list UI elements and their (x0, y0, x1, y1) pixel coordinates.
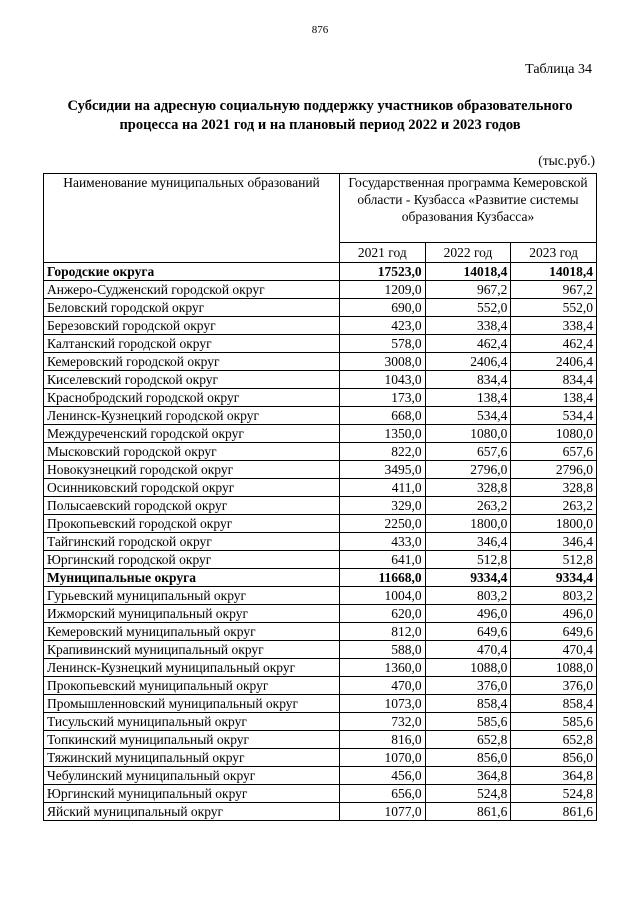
row-name: Ленинск-Кузнецкий муниципальный округ (44, 659, 340, 677)
table-row (44, 659, 597, 677)
value-2021: 329,0 (340, 497, 426, 515)
row-name: Прокопьевский городской округ (44, 515, 340, 533)
value-2022: 858,4 (425, 695, 511, 713)
table-row (44, 533, 597, 551)
value-2022: 803,2 (425, 587, 511, 605)
value-2022: 1088,0 (425, 659, 511, 677)
value-2023: 657,6 (511, 443, 597, 461)
value-2023: 1080,0 (511, 425, 597, 443)
value-2021: 3008,0 (340, 353, 426, 371)
value-2023: 496,0 (511, 605, 597, 623)
value-2021: 1209,0 (340, 281, 426, 299)
table-row (44, 407, 597, 425)
subsidy-table (43, 173, 597, 821)
row-name: Тяжинский муниципальный округ (44, 749, 340, 767)
row-name: Ижморский муниципальный округ (44, 605, 340, 623)
row-name: Прокопьевский муниципальный округ (44, 677, 340, 695)
table-row (44, 281, 597, 299)
value-2022: 496,0 (425, 605, 511, 623)
value-2022: 657,6 (425, 443, 511, 461)
table-row (44, 317, 597, 335)
header-name-column: Наименование муниципальных образований (44, 174, 340, 263)
value-2021: 588,0 (340, 641, 426, 659)
value-2021: 470,0 (340, 677, 426, 695)
row-name: Осинниковский городской округ (44, 479, 340, 497)
table-row (44, 785, 597, 803)
table-row (44, 641, 597, 659)
value-2023: 803,2 (511, 587, 597, 605)
header-year-2022: 2022 год (425, 243, 511, 263)
value-2023: 534,4 (511, 407, 597, 425)
value-2021: 1350,0 (340, 425, 426, 443)
value-2021: 816,0 (340, 731, 426, 749)
value-2022: 9334,4 (425, 569, 511, 587)
value-2021: 641,0 (340, 551, 426, 569)
header-year-2023: 2023 год (511, 243, 597, 263)
value-2022: 328,8 (425, 479, 511, 497)
table-row (44, 677, 597, 695)
value-2021: 2250,0 (340, 515, 426, 533)
table-row-total (44, 569, 597, 587)
table-row (44, 389, 597, 407)
value-2023: 856,0 (511, 749, 597, 767)
value-2022: 856,0 (425, 749, 511, 767)
value-2023: 9334,4 (511, 569, 597, 587)
value-2023: 1800,0 (511, 515, 597, 533)
value-2023: 14018,4 (511, 263, 597, 281)
table-row (44, 299, 597, 317)
title-line-1: Субсидии на адресную социальную поддержку участников образовательного (67, 98, 573, 114)
row-name: Яйский муниципальный округ (44, 803, 340, 821)
units-label: (тыс.руб.) (538, 153, 595, 168)
value-2022: 861,6 (425, 803, 511, 821)
table-row (44, 425, 597, 443)
value-2023: 834,4 (511, 371, 597, 389)
value-2022: 364,8 (425, 767, 511, 785)
value-2023: 470,4 (511, 641, 597, 659)
row-name: Тайгинский городской округ (44, 533, 340, 551)
value-2023: 263,2 (511, 497, 597, 515)
table-row (44, 605, 597, 623)
row-name: Гурьевский муниципальный округ (44, 587, 340, 605)
value-2022: 649,6 (425, 623, 511, 641)
value-2021: 1004,0 (340, 587, 426, 605)
row-name: Юргинский городской округ (44, 551, 340, 569)
header-program: Государственная программа Кемеровской области - Кузбасса «Развитие системы образования Кузбасса» (340, 174, 597, 243)
value-2023: 2796,0 (511, 461, 597, 479)
row-name: Городские округа (44, 263, 340, 281)
value-2022: 652,8 (425, 731, 511, 749)
row-name: Новокузнецкий городской округ (44, 461, 340, 479)
table-row (44, 803, 597, 821)
table-row (44, 353, 597, 371)
value-2022: 1080,0 (425, 425, 511, 443)
value-2022: 376,0 (425, 677, 511, 695)
value-2021: 690,0 (340, 299, 426, 317)
table-row-total (44, 263, 597, 281)
row-name: Кемеровский городской округ (44, 353, 340, 371)
row-name: Мысковский городской округ (44, 443, 340, 461)
table-row (44, 731, 597, 749)
value-2021: 732,0 (340, 713, 426, 731)
value-2023: 338,4 (511, 317, 597, 335)
value-2023: 138,4 (511, 389, 597, 407)
row-name: Краснобродский городской округ (44, 389, 340, 407)
value-2022: 512,8 (425, 551, 511, 569)
row-name: Топкинский муниципальный округ (44, 731, 340, 749)
table-row (44, 695, 597, 713)
value-2021: 17523,0 (340, 263, 426, 281)
value-2023: 512,8 (511, 551, 597, 569)
page-number: 876 (311, 24, 329, 36)
value-2022: 14018,4 (425, 263, 511, 281)
row-name: Промышленновский муниципальный округ (44, 695, 340, 713)
table-row (44, 371, 597, 389)
value-2023: 967,2 (511, 281, 597, 299)
table-label: Таблица 34 (525, 62, 592, 77)
value-2023: 552,0 (511, 299, 597, 317)
table-row (44, 749, 597, 767)
value-2022: 834,4 (425, 371, 511, 389)
value-2021: 173,0 (340, 389, 426, 407)
value-2022: 338,4 (425, 317, 511, 335)
row-name: Чебулинский муниципальный округ (44, 767, 340, 785)
row-name: Калтанский городской округ (44, 335, 340, 353)
value-2021: 1070,0 (340, 749, 426, 767)
row-name: Крапивинский муниципальный округ (44, 641, 340, 659)
value-2021: 620,0 (340, 605, 426, 623)
table-row (44, 335, 597, 353)
value-2022: 346,4 (425, 533, 511, 551)
document-title (40, 97, 600, 135)
value-2021: 433,0 (340, 533, 426, 551)
table-row (44, 497, 597, 515)
row-name: Междуреченский городской округ (44, 425, 340, 443)
value-2021: 668,0 (340, 407, 426, 425)
value-2022: 138,4 (425, 389, 511, 407)
value-2021: 1073,0 (340, 695, 426, 713)
value-2022: 534,4 (425, 407, 511, 425)
value-2023: 649,6 (511, 623, 597, 641)
value-2022: 524,8 (425, 785, 511, 803)
value-2023: 861,6 (511, 803, 597, 821)
row-name: Тисульский муниципальный округ (44, 713, 340, 731)
value-2022: 1800,0 (425, 515, 511, 533)
value-2022: 2406,4 (425, 353, 511, 371)
table-row (44, 479, 597, 497)
row-name: Муниципальные округа (44, 569, 340, 587)
row-name: Беловский городской округ (44, 299, 340, 317)
value-2021: 1077,0 (340, 803, 426, 821)
table-row (44, 587, 597, 605)
row-name: Ленинск-Кузнецкий городской округ (44, 407, 340, 425)
row-name: Полысаевский городской округ (44, 497, 340, 515)
value-2023: 364,8 (511, 767, 597, 785)
row-name: Киселевский городской округ (44, 371, 340, 389)
table-row (44, 713, 597, 731)
value-2021: 456,0 (340, 767, 426, 785)
value-2021: 411,0 (340, 479, 426, 497)
value-2022: 585,6 (425, 713, 511, 731)
table-row (44, 443, 597, 461)
value-2023: 652,8 (511, 731, 597, 749)
value-2023: 462,4 (511, 335, 597, 353)
value-2023: 1088,0 (511, 659, 597, 677)
table-row (44, 623, 597, 641)
table-body (44, 263, 597, 821)
value-2022: 967,2 (425, 281, 511, 299)
value-2022: 2796,0 (425, 461, 511, 479)
value-2021: 822,0 (340, 443, 426, 461)
value-2021: 812,0 (340, 623, 426, 641)
value-2021: 578,0 (340, 335, 426, 353)
value-2021: 423,0 (340, 317, 426, 335)
value-2021: 1043,0 (340, 371, 426, 389)
value-2023: 346,4 (511, 533, 597, 551)
value-2023: 2406,4 (511, 353, 597, 371)
value-2021: 3495,0 (340, 461, 426, 479)
value-2021: 656,0 (340, 785, 426, 803)
row-name: Анжеро-Судженский городской округ (44, 281, 340, 299)
value-2022: 552,0 (425, 299, 511, 317)
value-2022: 462,4 (425, 335, 511, 353)
value-2023: 376,0 (511, 677, 597, 695)
value-2023: 328,8 (511, 479, 597, 497)
value-2022: 470,4 (425, 641, 511, 659)
value-2023: 524,8 (511, 785, 597, 803)
row-name: Юргинский муниципальный округ (44, 785, 340, 803)
value-2022: 263,2 (425, 497, 511, 515)
value-2023: 858,4 (511, 695, 597, 713)
row-name: Березовский городской округ (44, 317, 340, 335)
table-row (44, 551, 597, 569)
header-year-2021: 2021 год (340, 243, 426, 263)
row-name: Кемеровский муниципальный округ (44, 623, 340, 641)
table-row (44, 461, 597, 479)
table-row (44, 515, 597, 533)
title-line-2: процесса на 2021 год и на плановый период 2022 и 2023 годов (119, 117, 521, 133)
value-2021: 11668,0 (340, 569, 426, 587)
table-row (44, 767, 597, 785)
value-2023: 585,6 (511, 713, 597, 731)
value-2021: 1360,0 (340, 659, 426, 677)
